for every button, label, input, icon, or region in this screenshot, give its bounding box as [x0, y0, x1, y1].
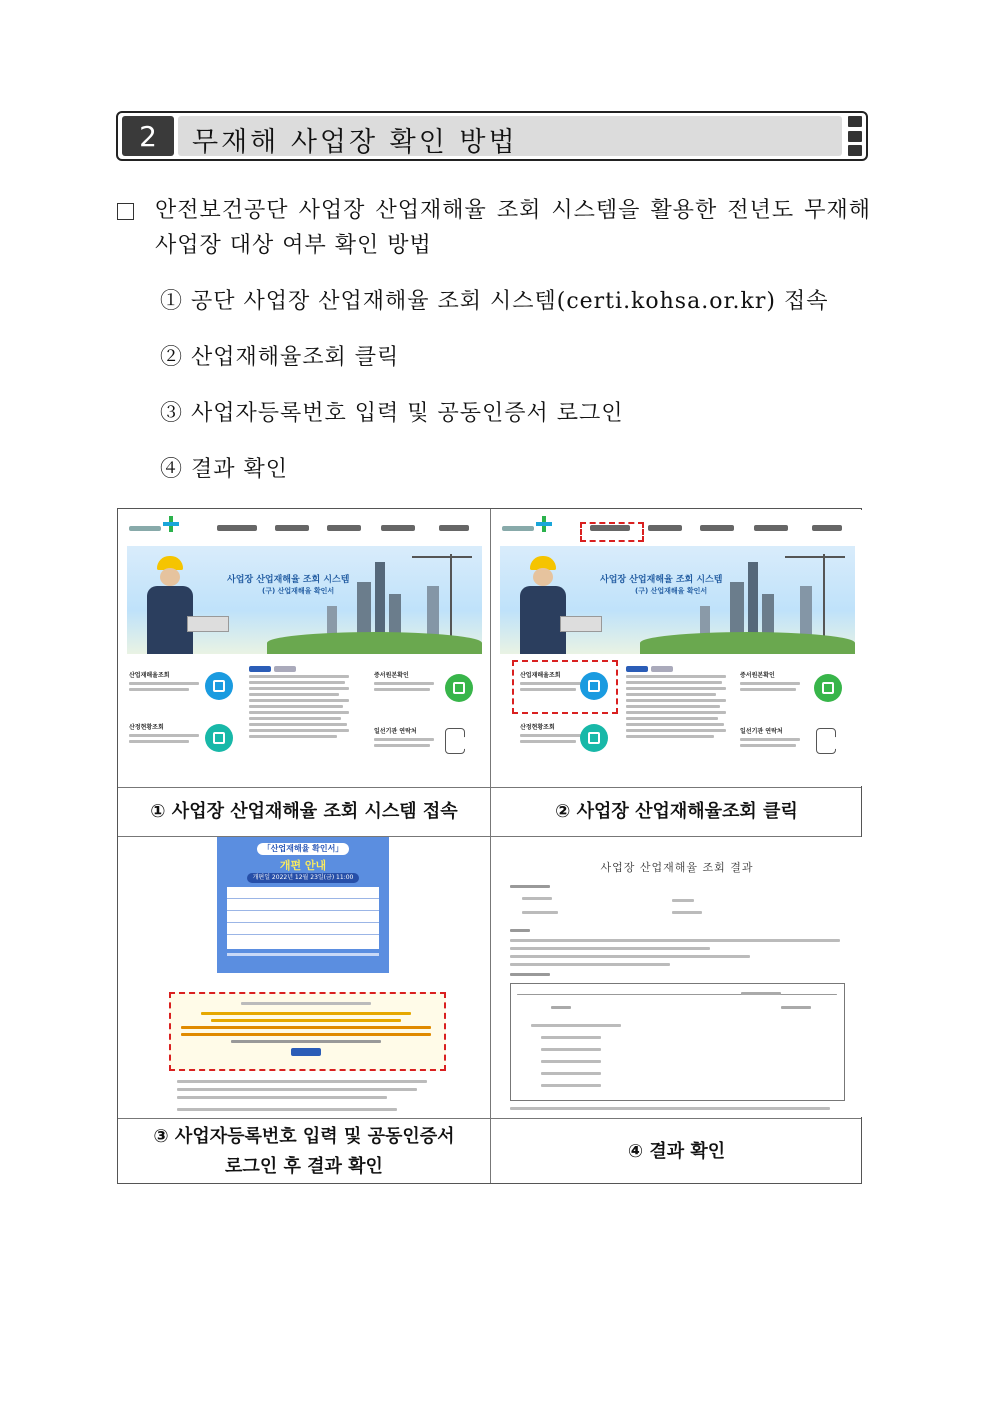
- step-4: ④ 결과 확인: [160, 457, 288, 482]
- checklist-icon: [205, 724, 233, 752]
- highlight-card-accident-rate: [512, 660, 618, 714]
- result-table: [510, 983, 845, 1101]
- notice-poster: [217, 837, 389, 973]
- caption-figure-1: ① 사업장 산업재해율 조회 시스템 접속: [150, 801, 458, 822]
- card-contacts: 일선기관 연락처: [740, 726, 810, 747]
- poster-tag: 「산업재해율 확인서」: [257, 843, 349, 855]
- login-button: [291, 1048, 321, 1056]
- card-calc-status: 산정현황조회: [520, 722, 592, 743]
- figure-4-screenshot: [492, 837, 862, 1117]
- caption-figure-3-line-1: ③ 사업자등록번호 입력 및 공동인증서: [153, 1126, 455, 1147]
- document-icon: [205, 672, 233, 700]
- section-header: [116, 111, 868, 161]
- notice-list: [249, 666, 359, 738]
- grid-divider-vertical: [490, 509, 491, 1183]
- site-nav: [492, 510, 862, 544]
- poster-date: 개편일 2022년 12월 23일(금) 11:00: [247, 873, 359, 883]
- card-contacts: 일선기관 연락처: [374, 726, 444, 747]
- hero-banner: [127, 546, 482, 654]
- checkbox-bullet-icon: [117, 203, 134, 220]
- worker-photo: [520, 556, 566, 654]
- checklist-icon: [580, 724, 608, 752]
- certificate-icon: [445, 674, 473, 702]
- step-1: ① 공단 사업장 산업재해율 조회 시스템(certi.kohsa.or.kr) 접속: [160, 289, 829, 314]
- notice-list: [626, 666, 732, 738]
- phone-icon: [816, 728, 836, 754]
- result-title: 사업장 산업재해율 조회 결과: [600, 861, 754, 874]
- kosha-logo-icon: [129, 522, 173, 534]
- banner-subtitle: (구) 산업재해율 확인서: [635, 587, 708, 595]
- hero-banner: [500, 546, 855, 654]
- poster-title: 개편 안내: [279, 859, 327, 872]
- banner-title: 사업장 산업재해율 조회 시스템: [227, 575, 350, 585]
- card-accident-rate: 산업재해율조회: [129, 670, 209, 691]
- caption-figure-3-line-2: 로그인 후 결과 확인: [225, 1156, 383, 1177]
- intro-paragraph: 안전보건공단 사업장 산업재해율 조회 시스템을 활용한 전년도 무재해사업장 대상 여부 확인 방법: [155, 198, 871, 258]
- poster-table: [227, 887, 379, 949]
- banner-title: 사업장 산업재해율 조회 시스템: [600, 575, 723, 585]
- step-2: ② 산업재해율조회 클릭: [160, 345, 400, 370]
- card-calc-status: 산정현황조회: [129, 722, 209, 743]
- card-cert-check: 증서원본확인: [374, 670, 444, 691]
- certificate-icon: [814, 674, 842, 702]
- caption-figure-3: [118, 1119, 490, 1185]
- card-accident-rate: 산업재해율조회: [520, 670, 592, 691]
- caption-figure-2: ② 사업장 산업재해율조회 클릭: [555, 801, 798, 822]
- caption-figure-4: ④ 결과 확인: [627, 1141, 726, 1162]
- figure-2-screenshot: [492, 510, 862, 786]
- figure-3-screenshot: [119, 837, 489, 1117]
- section-number: 2: [122, 116, 174, 156]
- login-form-highlight: [169, 992, 446, 1071]
- figure-grid: [117, 508, 862, 1184]
- highlight-nav-accident-rate: [580, 522, 644, 542]
- card-cert-check: 증서원본확인: [740, 670, 810, 691]
- banner-subtitle: (구) 산업재해율 확인서: [262, 587, 335, 595]
- section-title-bar: [178, 116, 842, 156]
- kosha-logo-icon: [502, 522, 546, 534]
- site-nav: [119, 510, 489, 544]
- section-title: 무재해 사업장 확인 방법: [192, 127, 518, 158]
- section-bars-icon: [848, 116, 862, 156]
- phone-icon: [445, 728, 465, 754]
- step-3: ③ 사업자등록번호 입력 및 공동인증서 로그인: [160, 401, 624, 426]
- figure-1-screenshot: [119, 510, 489, 786]
- worker-photo: [147, 556, 193, 654]
